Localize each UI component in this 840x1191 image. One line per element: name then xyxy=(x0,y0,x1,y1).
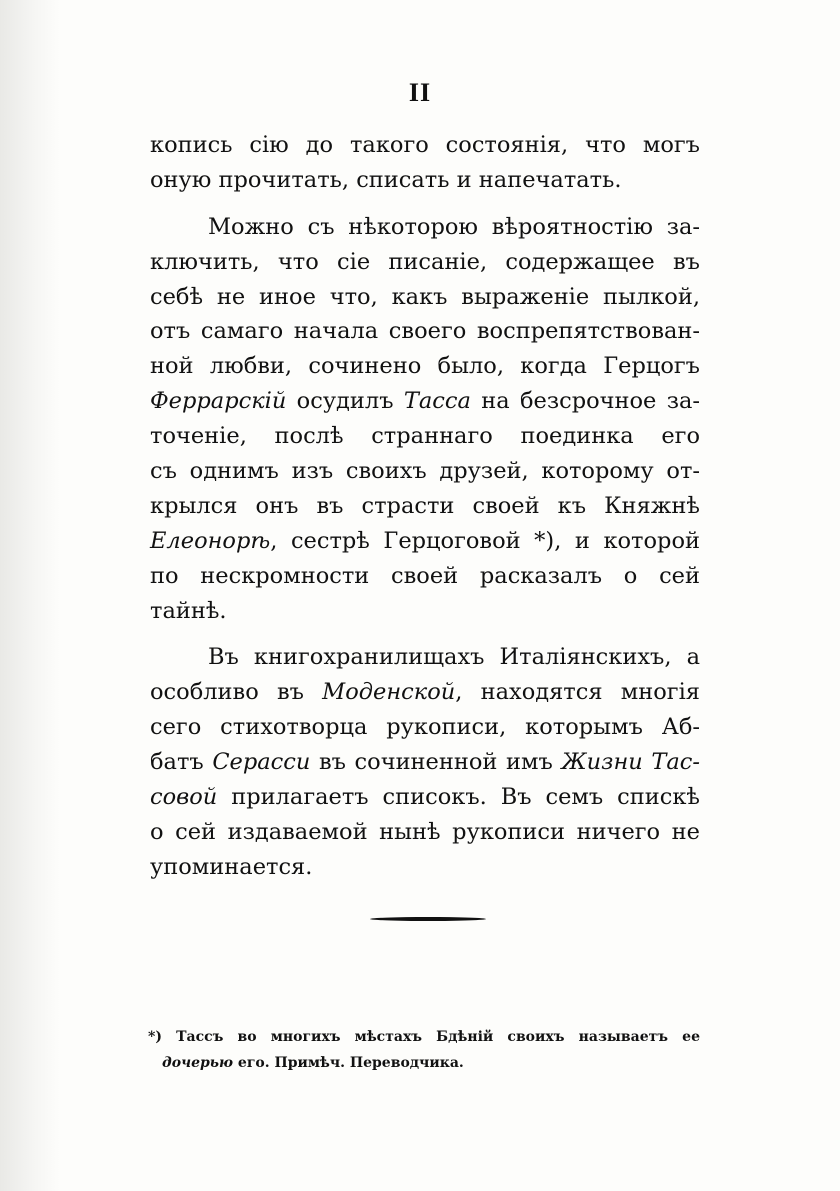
italic-name: Елеонорѣ xyxy=(150,527,271,554)
footnote xyxy=(148,1024,700,1076)
footnote-line: *) Тассъ во многихъ мѣстахъ Бдѣній своихъ называетъ ее xyxy=(148,1029,700,1045)
text-line: совой прилагаетъ списокъ. Въ семъ спискѣ xyxy=(150,784,700,811)
text-line: оную прочитать, списать и напечатать. xyxy=(150,166,622,193)
footnote-line: дочерью его. Примѣч. Переводчика. xyxy=(162,1055,464,1071)
text-line: Елеонорѣ, сестрѣ Герцоговой *), и которой xyxy=(150,527,700,554)
footnote-italic-word: дочерью xyxy=(162,1055,234,1071)
text-line: съ однимъ изъ своихъ друзей, которому от- xyxy=(150,458,700,485)
paragraph-2 xyxy=(150,210,700,629)
text-line: себѣ не иное что, какъ выраженіе пылкой, xyxy=(150,283,700,310)
text-line: Въ книгохранилищахъ Италіянскихъ, а xyxy=(208,644,700,671)
italic-name: Серасси xyxy=(212,749,311,776)
text-line: ной любви, сочинено было, когда Герцогъ xyxy=(150,353,700,380)
text-line: Феррарскій осудилъ Тасса на безсрочное за- xyxy=(150,388,700,415)
text-line: точеніе, послѣ страннаго поединка его xyxy=(150,423,700,450)
text-line: особливо въ Моденской, находятся многія xyxy=(150,679,700,706)
italic-title: совой xyxy=(150,784,218,811)
italic-name: Феррарскій xyxy=(150,388,287,415)
text-line: батъ Серасси въ сочиненной имъ Жизни Тас- xyxy=(150,749,700,776)
page-number: II xyxy=(408,78,432,107)
text-line: крылся онъ въ страсти своей къ Княжнѣ xyxy=(150,492,700,519)
paragraph-1 xyxy=(150,128,700,198)
page-edge-shadow xyxy=(0,0,60,1191)
text-line: о сей издаваемой нынѣ рукописи ничего не xyxy=(150,818,700,845)
italic-name: Тасса xyxy=(403,388,471,415)
text-line: тайнѣ. xyxy=(150,597,227,624)
paragraph-3 xyxy=(150,640,700,884)
text-line: ключить, что сіе писаніе, содержащее въ xyxy=(150,248,700,275)
section-divider-rule xyxy=(370,917,486,921)
text-line: сего стихотворца рукописи, которымъ Аб- xyxy=(150,714,700,741)
text-line: упоминается. xyxy=(150,853,313,880)
italic-title: Жизни Тас- xyxy=(561,749,700,776)
text-line: отъ самаго начала своего воспрепятствован- xyxy=(150,318,700,345)
text-line: Можно съ нѣкоторою вѣроятностію за- xyxy=(208,213,700,240)
text-line: копись сію до такого состоянія, что могъ xyxy=(150,132,700,158)
italic-name: Моденской xyxy=(322,679,456,706)
body-text xyxy=(150,128,700,885)
text-line: по нескромности своей расказалъ о сей xyxy=(150,562,700,589)
